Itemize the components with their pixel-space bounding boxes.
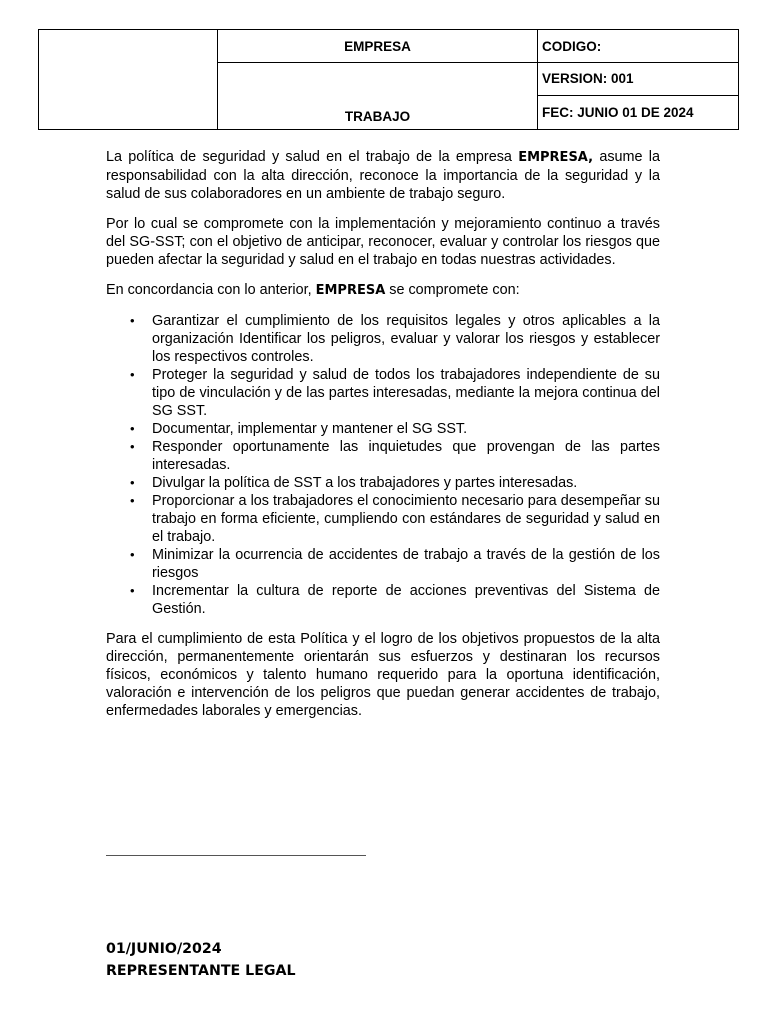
list-item-text: Minimizar la ocurrencia de accidentes de trabajo a través de la gestión de los riesgos: [152, 547, 660, 581]
list-item-text: Proporcionar a los trabajadores el conocimiento necesario para desempeñar su trabajo en forma eficiente, cumpliendo con estándares de seguridad y salud en el trabajo.: [152, 493, 660, 545]
list-item-text: Responder oportunamente las inquietudes que provengan de las partes interesadas.: [152, 439, 660, 473]
date-cell: FEC: JUNIO 01 DE 2024: [538, 95, 739, 129]
bullet-icon: •: [130, 493, 135, 508]
list-item: [130, 312, 660, 366]
concordance-text-start: En concordancia con lo anterior,: [106, 282, 316, 298]
concordance-paragraph: [106, 281, 660, 300]
list-item: [130, 546, 660, 582]
list-item-text: Garantizar el cumplimiento de los requisitos legales y otros aplicables a la organización Identificar los peligros, evaluar y valorar los riesgos y establecer los respectivos controles.: [152, 313, 660, 365]
logo-cell: [39, 30, 218, 130]
intro-text-start: La política de seguridad y salud en el trabajo de la empresa: [106, 149, 519, 165]
list-item: [130, 438, 660, 474]
list-item-text: Divulgar la política de SST a los trabajadores y partes interesadas.: [152, 475, 578, 491]
list-item-text: Incrementar la cultura de reporte de acciones preventivas del Sistema de Gestión.: [152, 583, 660, 617]
code-cell: CODIGO:: [538, 30, 739, 63]
list-item: [130, 492, 660, 546]
list-item: [130, 582, 660, 618]
signature-title: REPRESENTANTE LEGAL: [106, 963, 296, 979]
document-header-table: [38, 29, 739, 130]
intro-text-end: asume la responsabilidad con la alta dirección, reconoce la importancia de la seguridad y la salud de sus colaboradores en un ambiente de trabajo seguro.: [106, 149, 661, 202]
company-name-inline: EMPRESA: [315, 283, 386, 298]
document-title-cell: TRABAJO: [218, 63, 538, 130]
company-name-inline: EMPRESA,: [518, 150, 594, 165]
company-name-cell: EMPRESA: [218, 30, 538, 63]
list-item-text: Proteger la seguridad y salud de todos los trabajadores independiente de su tipo de vinculación y de las partes interesadas, mediante la mejora continua del SG SST.: [152, 367, 660, 419]
bullet-icon: •: [130, 439, 135, 454]
list-item: [130, 474, 660, 492]
policy-body: [106, 148, 660, 732]
version-cell: VERSION: 001: [538, 63, 739, 95]
bullet-icon: •: [130, 547, 135, 562]
list-item-text: Documentar, implementar y mantener el SG SST.: [152, 421, 468, 437]
bullet-icon: •: [130, 475, 135, 490]
signature-date: 01/JUNIO/2024: [106, 941, 222, 957]
list-item: [130, 420, 660, 438]
concordance-text-end: se compromete con:: [385, 282, 520, 298]
commitments-list: [106, 312, 660, 618]
closing-paragraph: Para el cumplimiento de esta Política y el logro de los objetivos propuestos de la alta dirección, permanentemente orientarán sus esfuerzos y destinaran los recursos físicos, económicos y talento humano requerido para la oportuna identificación, valoración e intervención de los peligros que puedan generar accidentes de trabajo, enfermedades laborales y emergencias.: [106, 631, 660, 719]
list-item: [130, 366, 660, 420]
bullet-icon: •: [130, 313, 135, 328]
bullet-icon: •: [130, 583, 135, 598]
bullet-icon: •: [130, 367, 135, 382]
intro-paragraph: [106, 148, 660, 203]
bullet-icon: •: [130, 421, 135, 436]
signature-line: [106, 855, 366, 856]
commitment-paragraph: Por lo cual se compromete con la implementación y mejoramiento continuo a través del SG-SST; con el objetivo de anticipar, reconocer, evaluar y controlar los riesgos que pueden afectar la seguridad y salud en el trabajo en todas nuestras actividades.: [106, 216, 660, 268]
